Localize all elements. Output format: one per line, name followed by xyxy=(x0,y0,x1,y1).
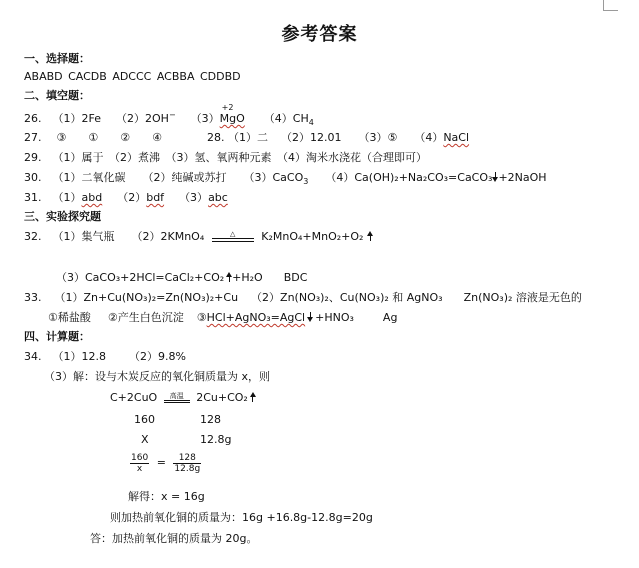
q31-answer-1: abd xyxy=(81,191,103,204)
q34-solution-intro: （3）解：设与木炭反应的氧化铜质量为 x，则 xyxy=(44,370,271,383)
q30-answer-3: （3）CaCO$_3$ xyxy=(243,171,309,187)
precipitate-arrow-icon xyxy=(492,172,498,182)
q26-answer-2: （2）2OH− xyxy=(116,110,176,125)
q34-line-1 xyxy=(24,350,186,364)
q34-equation-left: C+2CuO xyxy=(110,391,158,404)
q32-answer-2-products: K₂MnO₄+MnO₂+O₂ xyxy=(261,230,364,243)
q33-equation-prefix: ③ xyxy=(196,311,207,324)
q33-line-2 xyxy=(48,311,397,325)
section-calc-heading: 四、计算题： xyxy=(24,330,90,343)
q34-final-answer: 答：加热前氧化铜的质量为 20g。 xyxy=(90,532,258,545)
q34-unknown: X xyxy=(141,433,149,446)
fraction-right: $\frac{128}{12.8g}$ xyxy=(174,452,201,474)
page-title: 参考答案 xyxy=(281,24,358,45)
choice-answers: ABABD CACDB ADCCC ACBBA CDDBD xyxy=(24,70,241,83)
q26-line xyxy=(24,103,314,128)
fraction-left: $\frac{160}{x}$ xyxy=(131,452,149,474)
q31-line xyxy=(24,191,228,205)
q30-answer-2: （2）纯碱或苏打 xyxy=(142,171,227,184)
q27-answers: ③ ① ② ④ xyxy=(56,131,162,144)
q28-answer-1: （1）二 xyxy=(227,131,268,144)
q33-equation-end: +HNO₃ xyxy=(315,311,354,324)
q33-observation: ②产生白色沉淀 xyxy=(107,311,184,324)
q32-answer-3: （3）CaCO₃+2HCl=CaCl₂+CO₂ xyxy=(56,271,225,284)
q28-number: 28. xyxy=(206,131,225,144)
q33-answer-1: （1）Zn+Cu(NO₃)₂=Zn(NO₃)₂+Cu xyxy=(54,291,239,304)
q34-mass-ratio-a: 160 xyxy=(134,413,155,426)
precipitate-arrow-icon xyxy=(307,312,313,322)
section-choice-heading: 一、选择题： xyxy=(24,52,90,65)
q34-mass-before: 则加热前氧化铜的质量为：16g +16.8g-12.8g=20g xyxy=(110,511,373,524)
q29-answers: （1）属于 （2）煮沸 （3）氢、氧两种元素 （4）淘米水浇花（合理即可） xyxy=(52,151,427,164)
q32-answer-1: （1）集气瓶 xyxy=(52,230,115,243)
q33-reagent: ①稀盐酸 xyxy=(48,311,91,324)
q33-metal: Ag xyxy=(382,311,398,324)
q29-line xyxy=(24,151,427,165)
gas-arrow-icon xyxy=(250,392,256,402)
q28-answer-4: NaCl xyxy=(443,131,470,144)
q34-solve: 解得：x = 16g xyxy=(128,490,205,503)
q34-equation xyxy=(110,391,256,405)
q34-mass-ratio-b: 128 xyxy=(200,413,221,426)
q26-charge-label: +2 xyxy=(221,103,234,112)
q33-equation: HCl+AgNO₃=AgCl xyxy=(206,311,306,324)
q34-answer-1: （1）12.8 xyxy=(52,350,106,363)
q26-number: 26. xyxy=(24,112,42,125)
q31-answer-2-prefix: （2） xyxy=(117,191,147,204)
q33-line-1 xyxy=(24,291,582,305)
q30-line xyxy=(24,171,547,185)
q30-answer-1: （1）二氧化碳 xyxy=(52,171,126,184)
q32-answer-2-reactant: （2）2KMnO₄ xyxy=(131,230,205,243)
q33-number: 33. xyxy=(24,291,42,304)
q33-answer-2: （2）Zn(NO₃)₂、Cu(NO₃)₂ 和 AgNO₃ xyxy=(251,291,443,304)
q32-answer-3-water: +H₂O xyxy=(232,271,263,284)
gas-arrow-icon xyxy=(367,231,373,241)
section-fill-heading: 二、填空题： xyxy=(24,89,90,102)
q32-answer-3-order: BDC xyxy=(283,271,308,284)
q32-part3-line xyxy=(56,271,307,285)
q34-number: 34. xyxy=(24,350,42,363)
q33-answer-2-reason: Zn(NO₃)₂ 溶液是无色的 xyxy=(463,291,582,304)
q31-number: 31. xyxy=(24,191,42,204)
q30-number: 30. xyxy=(24,171,42,184)
section-experiment-heading: 三、实验探究题 xyxy=(24,210,101,223)
q32-number: 32. xyxy=(24,230,42,243)
q31-answer-3-prefix: （3） xyxy=(179,191,209,204)
q34-answer-2: （2）9.8% xyxy=(129,350,186,363)
q31-answer-2: bdf xyxy=(146,191,165,204)
q28-answer-2: （2）12.01 xyxy=(280,131,342,144)
page-corner-mark xyxy=(603,0,618,11)
q28-answer-4-prefix: （4） xyxy=(414,131,444,144)
q26-answer-3: +2 MgO xyxy=(219,103,245,125)
q34-known-mass: 12.8g xyxy=(200,433,232,446)
q26-answer-4: $(4)CH_4$ xyxy=(263,112,314,128)
q31-answer-3: abc xyxy=(208,191,228,204)
q31-answer-1-prefix: （1） xyxy=(52,191,82,204)
q30-answer-4: （4）Ca(OH)₂+Na₂CO₃=CaCO₃ +2NaOH xyxy=(325,171,547,184)
high-temp-condition: 高温 xyxy=(164,392,190,405)
q32-line xyxy=(24,230,373,244)
q28-answer-3: （3）⑤ xyxy=(358,131,398,144)
q26-answer-1: （1）2Fe xyxy=(52,112,101,125)
q34-equation-right: 2Cu+CO₂ xyxy=(196,391,248,404)
q27-q28-line xyxy=(24,131,469,145)
q26-answer-3-prefix: （3） xyxy=(190,112,220,125)
q34-proportion xyxy=(130,452,201,474)
q29-number: 29. xyxy=(24,151,42,164)
q27-number: 27. xyxy=(24,131,42,144)
equals-sign: = xyxy=(156,456,166,469)
gas-arrow-icon xyxy=(226,272,232,282)
heating-condition: △ xyxy=(212,230,254,244)
